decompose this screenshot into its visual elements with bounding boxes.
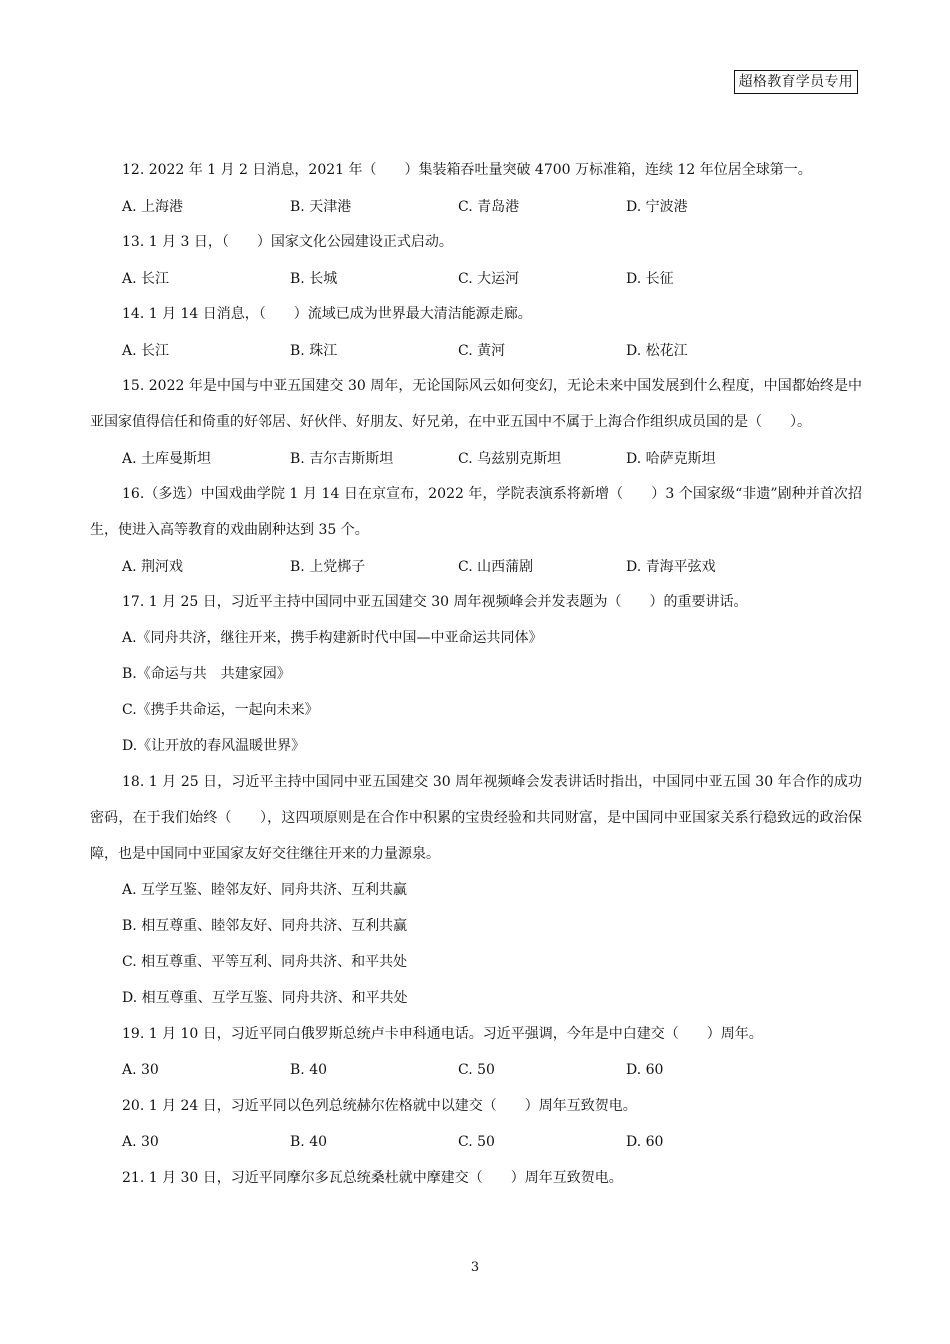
- option-c: C. 黄河: [458, 343, 506, 359]
- option-a: A.《同舟共济，继往开来，携手构建新时代中国—中亚命运共同体》: [122, 630, 543, 646]
- question-13-options: [90, 260, 862, 296]
- option-a: A. 长江: [122, 271, 170, 287]
- option-b: B. 吉尔吉斯斯坦: [290, 451, 394, 467]
- question-20-stem: 20. 1 月 24 日，习近平同以色列总统赫尔佐格就中以建交（ ）周年互致贺电。: [122, 1098, 637, 1114]
- option-b: B. 40: [290, 1134, 328, 1150]
- option-c: C. 青岛港: [458, 199, 520, 215]
- question-15-stem: 15. 2022 年是中国与中亚五国建交 30 周年，无论国际风云如何变幻，无论未来中国发展到什么程度，中国都始终是中亚国家值得信任和倚重的好邻居、好伙伴、好朋友、好兄弟，在中亚五国中不属于上海合作组织成员国的是（ ）。: [90, 378, 862, 430]
- option-c: C.《携手共命运，一起向未来》: [122, 702, 319, 718]
- question-12-stem: 12. 2022 年 1 月 2 日消息，2021 年（ ）集装箱吞吐量突破 4700 万标准箱，连续 12 年位居全球第一。: [122, 162, 812, 178]
- option-b: B. 相互尊重、睦邻友好、同舟共济、互利共赢: [122, 918, 408, 934]
- option-d: D. 哈萨克斯坦: [626, 451, 716, 467]
- option-d: D.《让开放的春风温暖世界》: [122, 738, 306, 754]
- option-a: A. 荆河戏: [122, 559, 184, 575]
- option-a: A. 30: [122, 1062, 159, 1078]
- option-b: B. 珠江: [290, 343, 338, 359]
- option-d: D. 松花江: [626, 343, 688, 359]
- option-a: A. 长江: [122, 343, 170, 359]
- question-16-options: [90, 548, 862, 584]
- option-b: B. 上党梆子: [290, 559, 366, 575]
- question-20-options: [90, 1124, 862, 1160]
- option-b: B. 长城: [290, 271, 338, 287]
- question-14-options: [90, 332, 862, 368]
- question-14-stem: 14. 1 月 14 日消息，（ ）流域已成为世界最大清洁能源走廊。: [122, 306, 532, 322]
- question-18-stem: 18. 1 月 25 日，习近平主持中国同中亚五国建交 30 周年视频峰会发表讲话时指出，中国同中亚五国 30 年合作的成功密码，在于我们始终（ ），这四项原则是在合作中积累的宝贵经验和共同财富，是中国同中亚国家关系行稳致远的政治保障，也是中国同中亚国家友好交往继往开来的力量源泉。: [90, 774, 862, 862]
- option-c: C. 山西蒲剧: [458, 559, 534, 575]
- question-19-options: [90, 1052, 862, 1088]
- option-d: D. 60: [626, 1062, 664, 1078]
- question-21-stem: 21. 1 月 30 日，习近平同摩尔多瓦总统桑杜就中摩建交（ ）周年互致贺电。: [122, 1170, 623, 1186]
- question-13-stem: 13. 1 月 3 日，（ ）国家文化公园建设正式启动。: [122, 234, 453, 250]
- question-19-stem: 19. 1 月 10 日，习近平同白俄罗斯总统卢卡申科通电话。习近平强调，今年是中白建交（ ）周年。: [122, 1026, 763, 1042]
- option-c: C. 相互尊重、平等互利、同舟共济、和平共处: [122, 954, 408, 970]
- option-b: B. 天津港: [290, 199, 352, 215]
- option-b: B.《命运与共 共建家园》: [122, 666, 291, 682]
- option-b: B. 40: [290, 1062, 328, 1078]
- option-d: D. 60: [626, 1134, 664, 1150]
- option-a: A. 互学互鉴、睦邻友好、同舟共济、互利共赢: [122, 882, 408, 898]
- usage-badge: 超格教育学员专用: [734, 70, 858, 94]
- option-a: A. 土库曼斯坦: [122, 451, 212, 467]
- question-17-stem: 17. 1 月 25 日，习近平主持中国同中亚五国建交 30 周年视频峰会并发表题为（ ）的重要讲话。: [122, 594, 748, 610]
- option-d: D. 长征: [626, 271, 674, 287]
- option-c: C. 50: [458, 1062, 495, 1078]
- option-d: D. 宁波港: [626, 199, 688, 215]
- option-c: C. 乌兹别克斯坦: [458, 451, 562, 467]
- question-15-options: [90, 440, 862, 476]
- option-c: C. 大运河: [458, 271, 520, 287]
- option-a: A. 30: [122, 1134, 159, 1150]
- page-number: 3: [470, 1260, 480, 1275]
- option-c: C. 50: [458, 1134, 495, 1150]
- question-list: [90, 152, 862, 1196]
- option-d: D. 青海平弦戏: [626, 559, 716, 575]
- question-12-options: [90, 188, 862, 224]
- option-d: D. 相互尊重、互学互鉴、同舟共济、和平共处: [122, 990, 408, 1006]
- question-16-stem: 16.（多选）中国戏曲学院 1 月 14 日在京宣布，2022 年，学院表演系将新增（ ）3 个国家级“非遗”剧种并首次招生，使进入高等教育的戏曲剧种达到 35 个。: [90, 486, 862, 538]
- option-a: A. 上海港: [122, 199, 184, 215]
